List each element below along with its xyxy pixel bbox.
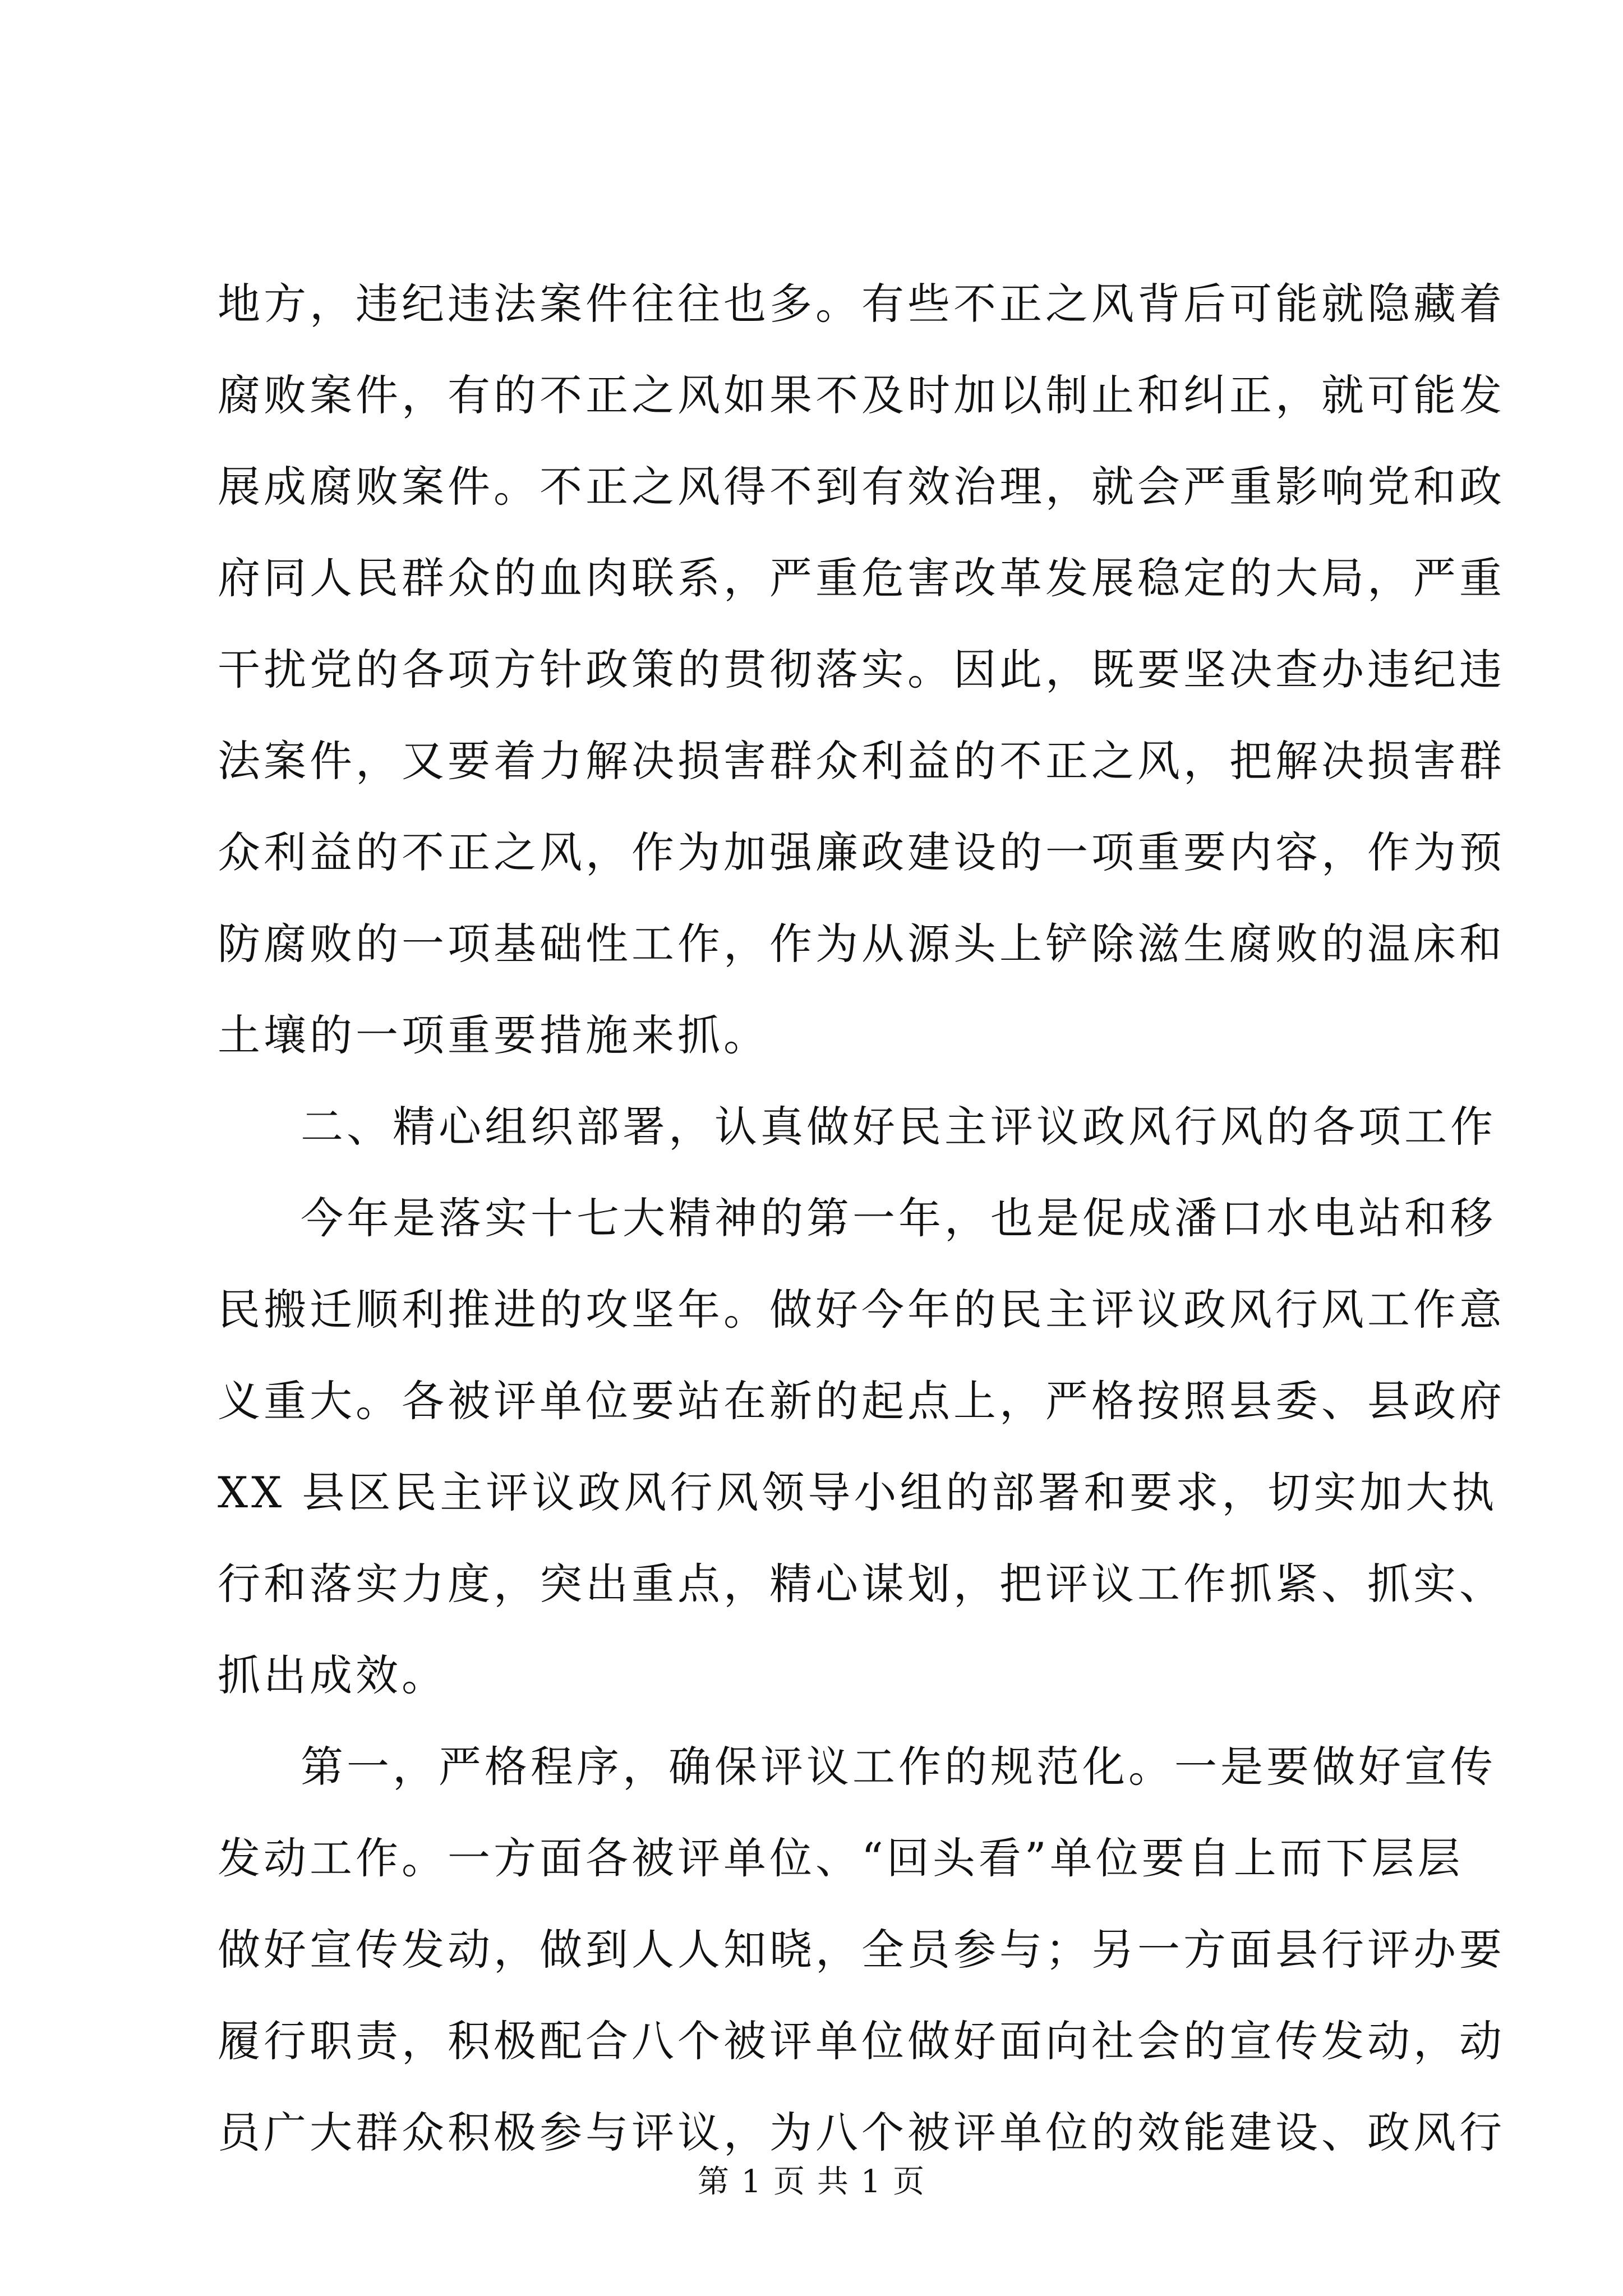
page-number-footer: 第 1 页 共 1 页 [697, 2164, 926, 2200]
text-line: 员广大群众积极参与评议，为八个被评单位的效能建设、政风行 [218, 2108, 1505, 2157]
text-line: 民搬迁顺利推进的攻坚年。做好今年的民主评议政风行风工作意 [218, 1285, 1505, 1335]
text-line: 众利益的不正之风，作为加强廉政建设的一项重要内容，作为预 [218, 827, 1505, 877]
text-line: 义重大。各被评单位要站在新的起点上，严格按照县委、县政府 [218, 1376, 1505, 1426]
text-line: 土壤的一项重要措施来抓。 [218, 1010, 769, 1060]
paragraph-start-line: 第一，严格程序，确保评议工作的规范化。一是要做好宣传 [301, 1742, 1496, 1792]
text-line: 发动工作。一方面各被评单位、“回头看”单位要自上而下层层 [218, 1833, 1464, 1883]
text-line: XX 县区民主评议政风行风领导小组的部署和要求，切实加大执 [218, 1467, 1498, 1517]
text-line: 抓出成效。 [218, 1650, 448, 1700]
text-line: 履行职责，积极配合八个被评单位做好面向社会的宣传发动，动 [218, 2016, 1505, 2066]
text-line: 防腐败的一项基础性工作，作为从源头上铲除滋生腐败的温床和 [218, 919, 1505, 969]
text-line: 腐败案件，有的不正之风如果不及时加以制止和纠正，就可能发 [218, 370, 1505, 420]
body-text [218, 258, 1505, 2178]
text-line: 地方，违纪违法案件往往也多。有些不正之风背后可能就隐藏着 [218, 279, 1505, 329]
text-line: 法案件，又要着力解决损害群众利益的不正之风，把解决损害群 [218, 736, 1505, 786]
text-line: 行和落实力度，突出重点，精心谋划，把评议工作抓紧、抓实、 [218, 1559, 1505, 1609]
text-line: 府同人民群众的血肉联系，严重危害改革发展稳定的大局，严重 [218, 553, 1505, 603]
section-heading: 二、精心组织部署，认真做好民主评议政风行风的各项工作 [301, 1102, 1496, 1152]
text-line: 展成腐败案件。不正之风得不到有效治理，就会严重影响党和政 [218, 462, 1505, 512]
paragraph-start-line: 今年是落实十七大精神的第一年，也是促成潘口水电站和移 [301, 1193, 1496, 1243]
text-line: 干扰党的各项方针政策的贯彻落实。因此，既要坚决查办违纪违 [218, 645, 1505, 694]
text-line: 做好宣传发动，做到人人知晓，全员参与；另一方面县行评办要 [218, 1925, 1505, 1975]
